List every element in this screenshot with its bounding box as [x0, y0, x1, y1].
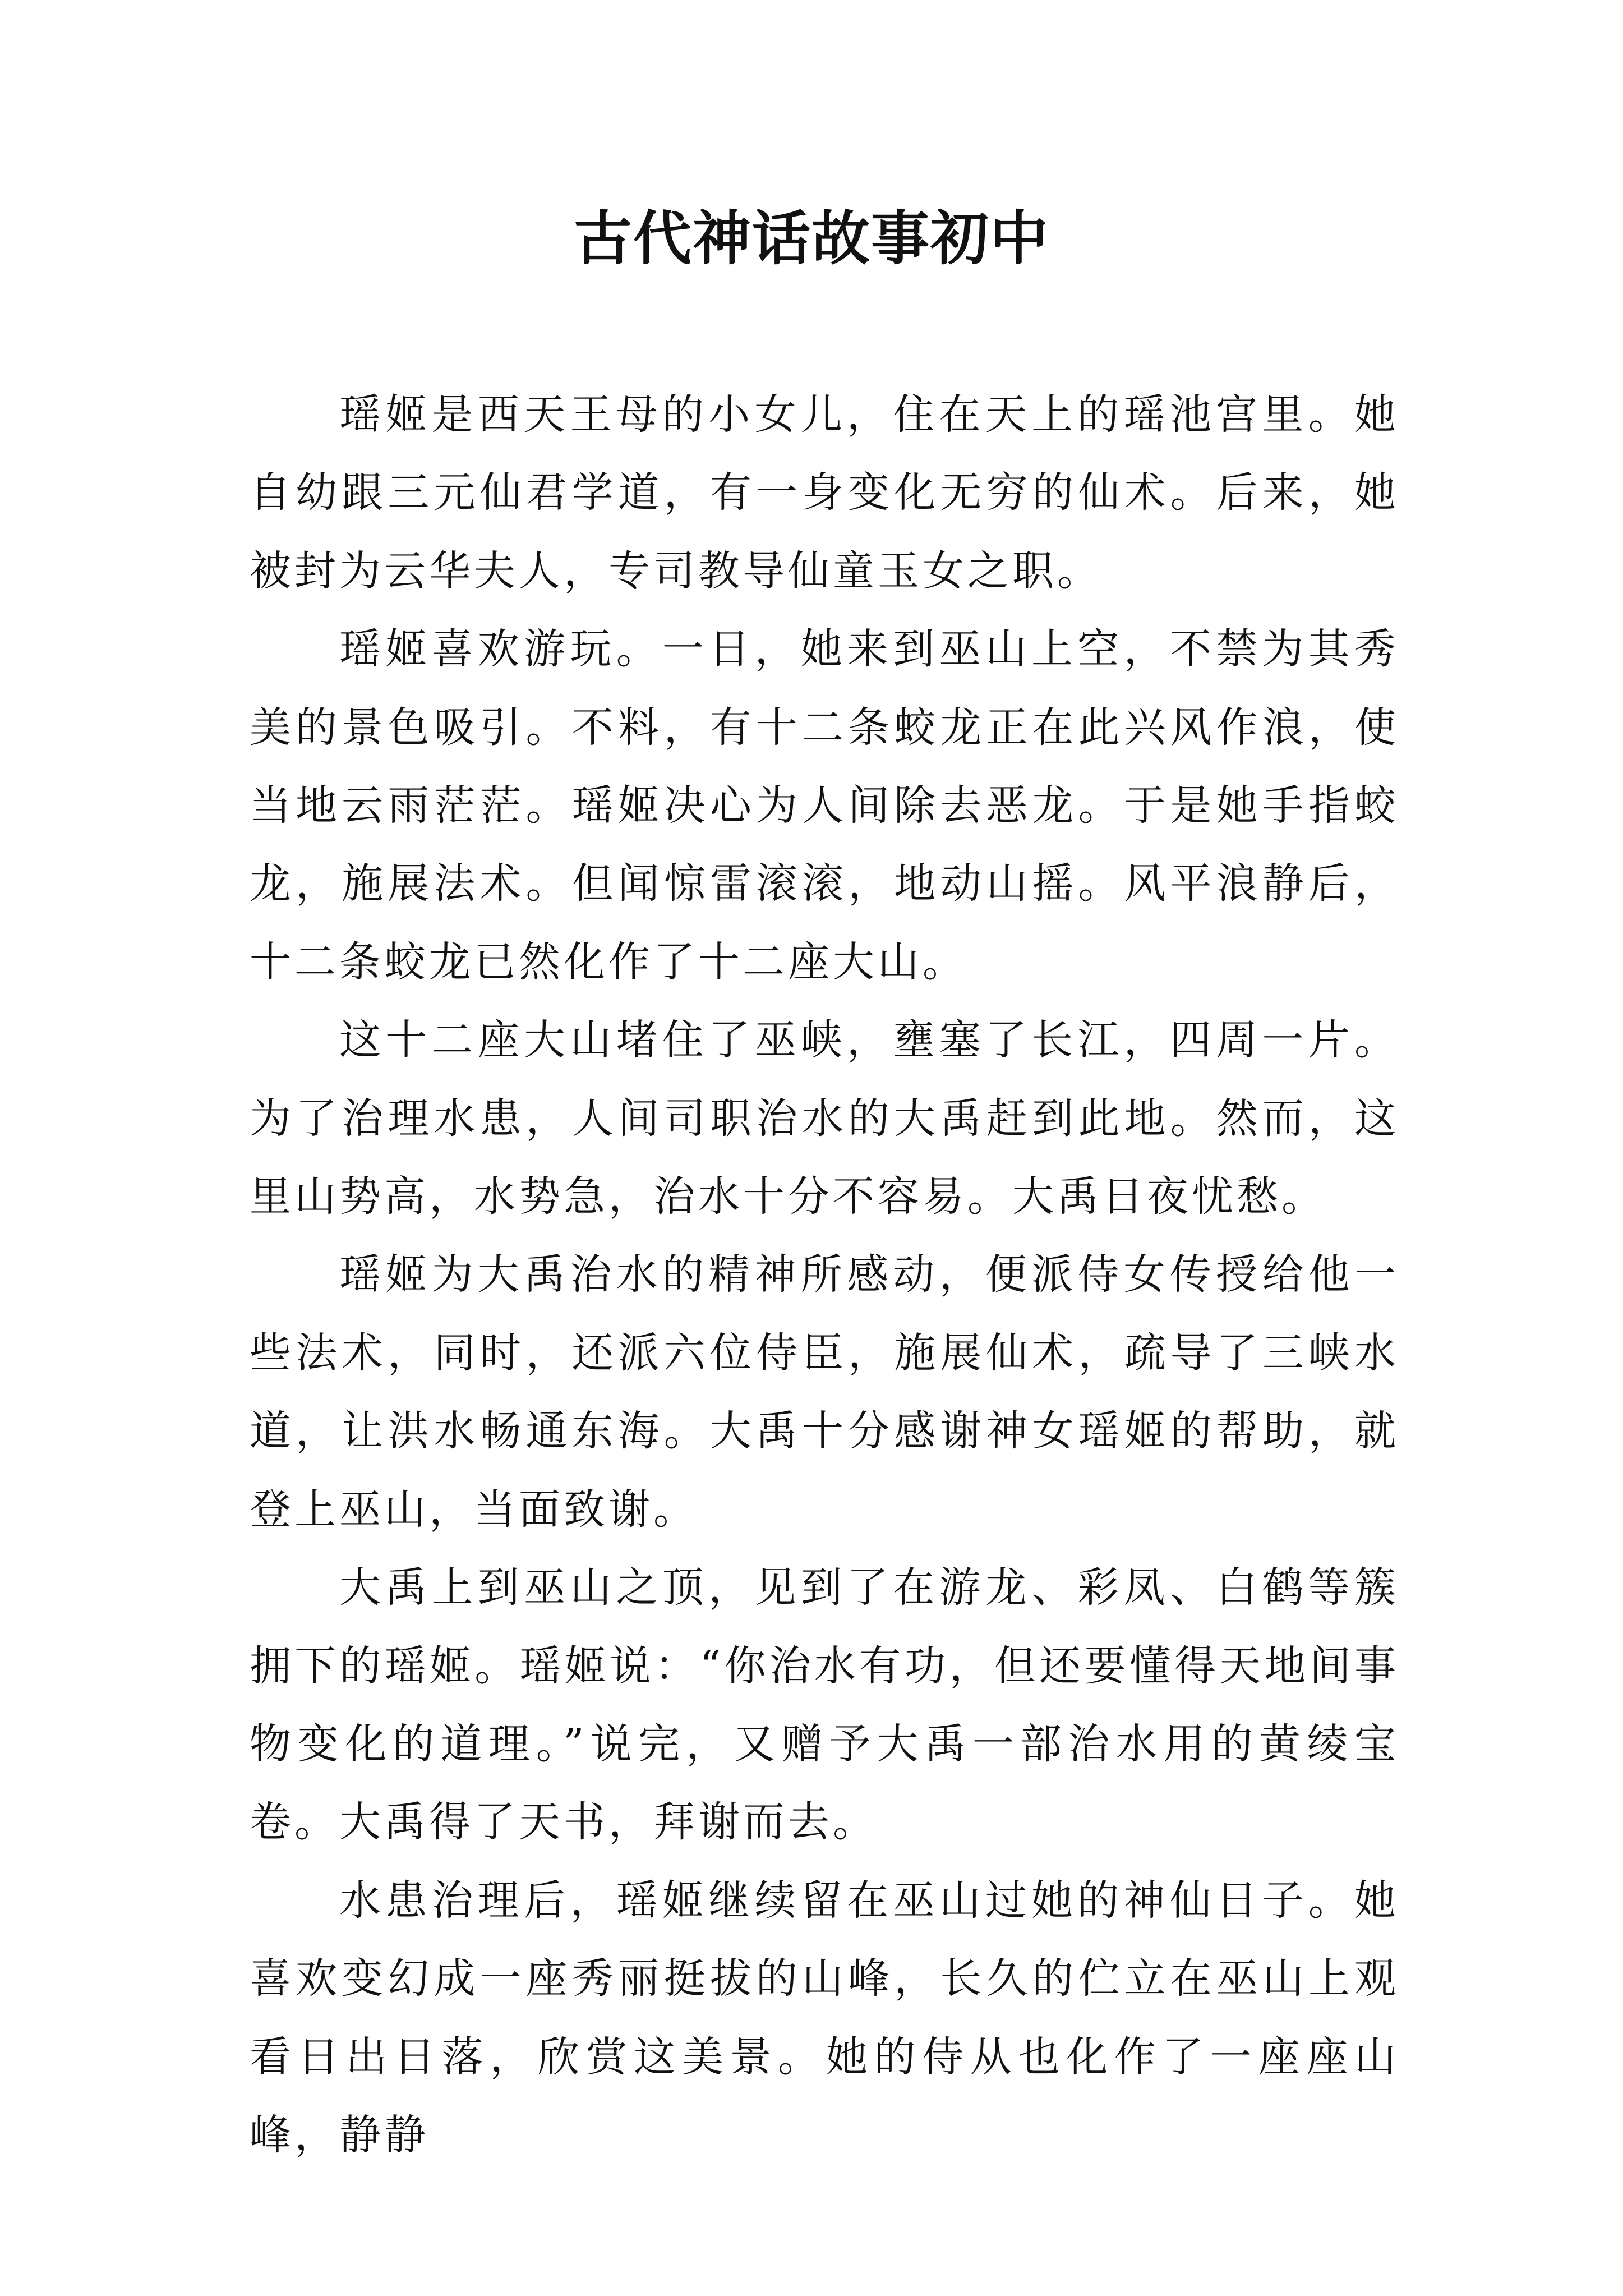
- paragraph: 水患治理后，瑶姬继续留在巫山过她的神仙日子。她喜欢变幻成一座秀丽挺拔的山峰，长久的伫立在巫山上观看日出日落，欣赏这美景。她的侍从也化作了一座座山峰，静静: [250, 1876, 1399, 2159]
- paragraph: 瑶姬喜欢游玩。一日，她来到巫山上空，不禁为其秀美的景色吸引。不料，有十二条蛟龙正在此兴风作浪，使当地云雨茫茫。瑶姬决心为人间除去恶龙。于是她手指蛟龙，施展法术。但闻惊雷滚滚，地动山摇。风平浪静后，十二条蛟龙已然化作了十二座大山。: [250, 625, 1399, 986]
- document-title: 古代神话故事初中: [573, 204, 1049, 273]
- paragraph: 瑶姬是西天王母的小女儿，住在天上的瑶池宫里。她自幼跟三元仙君学道，有一身变化无穷的仙术。后来，她被封为云华夫人，专司教导仙童玉女之职。: [250, 390, 1399, 595]
- paragraph: 这十二座大山堵住了巫峡，壅塞了长江，四周一片。为了治理水患，人间司职治水的大禹赶到此地。然而，这里山势高，水势急，治水十分不容易。大禹日夜忧愁。: [250, 1016, 1399, 1221]
- paragraph: 瑶姬为大禹治水的精神所感动，便派侍女传授给他一些法术，同时，还派六位侍臣，施展仙术，疏导了三峡水道，让洪水畅通东海。大禹十分感谢神女瑶姬的帮助，就登上巫山，当面致谢。: [250, 1250, 1399, 1534]
- paragraph: 大禹上到巫山之顶，见到了在游龙、彩凤、白鹤等簇拥下的瑶姬。瑶姬说：“你治水有功，但还要懂得天地间事物变化的道理。”说完，又赠予大禹一部治水用的黄绫宝卷。大禹得了天书，拜谢而去。: [250, 1563, 1399, 1847]
- document-body: [250, 376, 1399, 2174]
